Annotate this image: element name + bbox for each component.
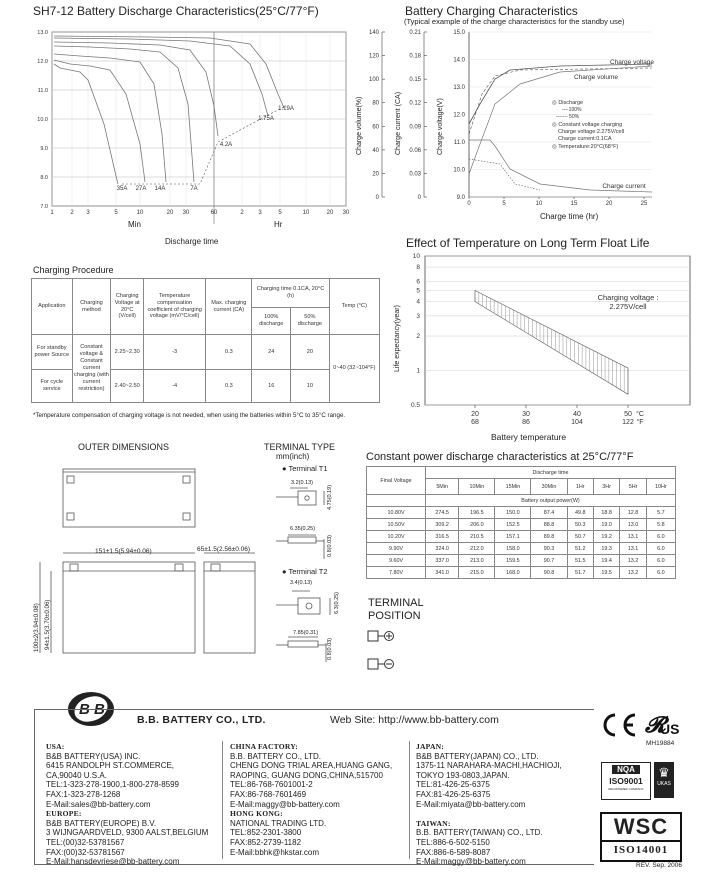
y-tick-label: 9.0 [40, 146, 48, 152]
current-tick: 0 [417, 195, 421, 201]
float-life-xlabel: Battery temperature [491, 432, 567, 442]
dim-height: 94±1.5(3.70±0.06) [44, 599, 51, 650]
current-tick: 0.18 [409, 53, 421, 60]
cp-cell: 19.2 [593, 531, 619, 543]
x-tick-f: 104 [571, 419, 583, 426]
nqa-sub-label: REGISTERED COMPANY [608, 787, 644, 791]
volume-tick: 140 [368, 30, 379, 36]
float-life-chart [400, 248, 700, 433]
cp-cell: 87.4 [531, 507, 567, 519]
y-tick: 0.5 [410, 402, 420, 409]
hdr-application: Application [32, 279, 73, 335]
discharge-chart [30, 24, 360, 249]
discharge-chart-title: SH7-12 Battery Discharge Characteristics(25°C/77°F) [33, 4, 319, 18]
nqa-label: NQA [612, 765, 640, 774]
x-tick-c: 30 [522, 411, 530, 418]
wsc-badge [600, 812, 682, 862]
website-link[interactable]: http://www.bb-battery.com [378, 714, 499, 726]
cp-cell: 210.5 [459, 531, 495, 543]
cp-cell: 213.0 [459, 555, 495, 567]
charging-procedure-title: Charging Procedure [33, 265, 114, 275]
table-row [367, 567, 676, 579]
volume-tick: 20 [372, 171, 379, 178]
cp-cell: 88.8 [531, 519, 567, 531]
hdr-method: Charging method [72, 279, 111, 335]
cp-cell: 89.8 [531, 531, 567, 543]
current-tick: 0.06 [409, 147, 421, 154]
t2-dim-d: 0.8(0.03) [327, 637, 333, 660]
cp-cell: 152.5 [495, 519, 531, 531]
float-annotation-2: 2.275V/cell [609, 302, 647, 311]
cp-output-label: Battery output power(W) [426, 495, 676, 507]
hdr-charging-time: Charging time 0.1CA, 20°C (h) [252, 279, 329, 308]
hdr-max-current: Max. charging current (CA) [206, 279, 252, 335]
dim-total-height: 100±2(3.94±0.08) [33, 603, 40, 652]
volume-tick: 60 [372, 124, 379, 131]
cp-cell: 5.8 [646, 519, 675, 531]
x-tick-label: 2 [70, 210, 74, 216]
website-line: Web Site: http://www.bb-battery.com [330, 714, 499, 726]
cp-col-header: 5Min [426, 479, 459, 495]
temp-cell: 0~40 (32~104°F) [329, 335, 379, 403]
cp-row-voltage: 9.90V [367, 543, 426, 555]
curve-label: 35A [116, 186, 128, 192]
table-row: For cycle service 2.40~2.50 -4 0.3 16 10 [32, 370, 380, 403]
cp-cell: 19.0 [593, 519, 619, 531]
t1-dim-d: 0.8(0.03) [327, 534, 333, 557]
svg-text:US: US [660, 721, 680, 737]
charging-ylabel-voltage: Charge voltage(V) [437, 98, 444, 155]
charging-ylabel-volume: Charge volume(%) [356, 96, 363, 155]
cp-col-header: 15Min [495, 479, 531, 495]
cp-cell: 13.2 [620, 567, 646, 579]
discharge-curve [54, 38, 268, 116]
terminal-position-icons [366, 626, 406, 676]
table-row [367, 531, 676, 543]
charging-procedure-table [31, 278, 380, 403]
revision-date: REV. Sep. 2006 [636, 862, 683, 869]
cp-cell: 5.7 [646, 507, 675, 519]
x-tick-f: 68 [471, 419, 479, 426]
outer-dimensions-title: OUTER DIMENSIONS [78, 442, 170, 452]
x-tick: 15 [570, 201, 578, 207]
cp-cell: 13.1 [620, 531, 646, 543]
cp-cell: 206.0 [459, 519, 495, 531]
cp-discharge-time: Discharge time [426, 467, 676, 479]
cp-cell: 49.8 [567, 507, 593, 519]
discharge-unit-min: Min [128, 220, 141, 229]
volume-tick: 40 [372, 147, 379, 154]
current-tick: 0.03 [409, 171, 421, 178]
volume-tick: 120 [368, 53, 379, 60]
office-china: CHINA FACTORY: B.B. BATTERY CO., LTD. CHENG DONG TRIAL AREA,HUANG GANG, RAOPING, GUANG DONG,CHINA,515700 TEL:86-768-7601001-2 FAX:86-768-7601469 E-Mail:maggy@bb-battery.com HONG KONG: NATIONAL TRADING LTD. TEL:852-2301-3800 FAX:852-2739-1182 E-Mail:bbhk@hkstar.com [230, 742, 393, 857]
hdr-voltage: Charging Voltage at 20°C (V/cell) [111, 279, 144, 335]
voltage-tick: 10.0 [453, 167, 465, 174]
x-tick-label: 60 [210, 210, 218, 216]
voltage-tick: 13.0 [453, 85, 465, 91]
table-row [367, 543, 676, 555]
label-cv: Charge voltage:2.275V/cell [558, 129, 625, 135]
cp-col-header: 10Hr [646, 479, 675, 495]
y-tick: 1 [416, 367, 420, 375]
cp-cell: 341.0 [426, 567, 459, 579]
label-50: ------- 50% [556, 114, 580, 120]
label-charge-voltage: Charge voltage [609, 59, 655, 66]
cp-cell: 13.2 [620, 555, 646, 567]
float-plot-frame [425, 256, 690, 405]
method-cell: Constant voltage & Constant current charging (with current restriction) [72, 335, 111, 403]
cp-row-voltage: 10.20V [367, 531, 426, 543]
label-charge-volume: Charge volume [573, 74, 619, 81]
x-tick-label: 5 [278, 210, 282, 216]
table-row [367, 519, 676, 531]
cp-cell: 150.0 [495, 507, 531, 519]
volume-tick: 100 [368, 77, 379, 84]
x-tick-label: 20 [326, 210, 334, 216]
y-tick-label: 13.0 [37, 30, 48, 36]
x-tick-c: 50 [624, 411, 632, 418]
x-tick-label: 3 [86, 210, 90, 216]
x-tick-label: 10 [302, 210, 310, 216]
y-tick: 10 [412, 253, 420, 260]
charging-xlabel: Charge time (hr) [540, 212, 599, 221]
t1-dim-c: 6.35(0.25) [290, 526, 316, 532]
current-tick: 0.12 [409, 100, 421, 107]
x-tick-label: 1 [50, 210, 54, 216]
cp-cell: 158.0 [495, 543, 531, 555]
cp-cell: 196.5 [459, 507, 495, 519]
outer-dimensions-drawing [30, 455, 270, 670]
charging-chart-subtitle: (Typical example of the charge characteristics for the standby use) [404, 17, 625, 26]
charging-chart-title: Battery Charging Characteristics [405, 4, 578, 18]
voltage-tick: 12.0 [453, 112, 465, 119]
cp-row-voltage: 9.60V [367, 555, 426, 567]
cp-cell: 6.0 [646, 567, 675, 579]
x-tick-label: 30 [182, 210, 190, 216]
cp-cell: 13.0 [620, 519, 646, 531]
office-usa: USA: B&B BATTERY(USA) INC. 6415 RANDOLPH ST.COMMERCE, CA,90040 U.S.A. TEL:1-323-278-1900,1-800-278-8599 FAX:1-323-278-1268 E-Mail:sales@bb-battery.com EUROPE: B&B BATTERY(EUROPE) B.V. 3 WIJNGAARDVELD, 9300 AALST,BELGIUM TEL:(00)32-53781567 FAX:(00)32-53781567 E-Mail:hansdevriese@bb-battery.com [46, 742, 209, 867]
office-japan: JAPAN: B&B BATTERY(JAPAN) CO., LTD. 1375-11 NARAHARA-MACHI,HACHIOJI, TOKYO 193-0803,JAPAN. TEL:81-426-25-6375 FAX:81-426-25-6375 E-Mail:miyata@bb-battery.com TAIWAN: B.B. BATTERY(TAIWAN) CO., LTD. TEL:886-6-502-5150 FAX:886-6-589-8087 E-Mail:maggy@bb-battery.com [416, 742, 562, 867]
cp-cell: 274.5 [426, 507, 459, 519]
dim-width: 65±1.5(2.56±0.06) [197, 546, 251, 553]
t1-dim-b: 4.75(0.19) [327, 484, 333, 510]
ul-code: MH19884 [646, 740, 675, 747]
cp-cell: 159.5 [495, 555, 531, 567]
cp-col-header: 5Hr [620, 479, 646, 495]
terminal-type-unit: mm(inch) [276, 452, 310, 461]
voltage-tick: 15.0 [453, 30, 465, 36]
terminal-position-plus-icon [368, 631, 378, 641]
hdr-temp-comp: Temperature compensation coefficient of charging voltage (mV/°C/cell) [144, 279, 206, 335]
float-life-title: Effect of Temperature on Long Term Float Life [406, 236, 650, 250]
x-tick-c: 40 [573, 411, 581, 418]
t2-dim-a: 3.4(0.13) [290, 580, 313, 586]
curve-label: 4.2A [219, 142, 233, 148]
x-tick: 20 [605, 201, 613, 207]
cp-cell: 19.4 [593, 555, 619, 567]
current-tick: 0.09 [409, 124, 421, 131]
curve-label: 27A [135, 186, 147, 192]
logo-letters: B B [79, 701, 105, 718]
curve-label: 1.75A [258, 116, 274, 122]
ukas-badge [654, 762, 674, 798]
volume-tick: 0 [375, 195, 379, 201]
charge-volume-curve [469, 66, 652, 174]
cp-cell: 50.7 [567, 531, 593, 543]
discharge-xlabel: Discharge time [165, 237, 219, 246]
x-tick: 10 [535, 201, 543, 207]
x-tick-f: 86 [522, 419, 530, 426]
x-tick-label: 10 [136, 210, 144, 216]
x-tick-label: 30 [342, 210, 350, 216]
charging-procedure-note: *Temperature compensation of charging voltage is not needed, when using the batteries within 5°C to 35°C range. [33, 412, 346, 419]
x-tick-label: 20 [166, 210, 174, 216]
cp-col-header: 10Min [459, 479, 495, 495]
cp-cell: 157.1 [495, 531, 531, 543]
cp-cell: 19.5 [593, 567, 619, 579]
company-name: B.B. BATTERY CO., LTD. [137, 714, 266, 726]
cp-cell: 19.3 [593, 543, 619, 555]
cp-cell: 51.7 [567, 567, 593, 579]
t1-dim-a: 3.2(0.13) [291, 480, 314, 486]
x-tick-label: 3 [258, 210, 262, 216]
y-tick-label: 10.0 [37, 117, 48, 123]
y-tick-label: 7.0 [40, 204, 48, 210]
x-tick: 5 [502, 201, 506, 207]
cp-cell: 51.5 [567, 555, 593, 567]
discharge-curve [54, 54, 166, 182]
discharge-curve [54, 64, 118, 184]
y-tick: 8 [416, 264, 420, 272]
cp-col-header: 1Hr [567, 479, 593, 495]
x-tick: 0 [467, 201, 471, 207]
charging-chart [360, 24, 705, 224]
cp-cell: 51.2 [567, 543, 593, 555]
terminal-drawings [268, 475, 363, 665]
iso9001-label: ISO9001 [609, 776, 643, 786]
cp-col-header: 3Hr [593, 479, 619, 495]
cp-cell: 13.1 [620, 543, 646, 555]
y-tick: 4 [416, 298, 420, 306]
constant-power-title: Constant power discharge characteristics at 25°C/77°F [366, 451, 634, 463]
cp-cell: 337.0 [426, 555, 459, 567]
hdr-temp: Temp (°C) [329, 279, 379, 335]
y-tick-label: 8.0 [40, 175, 48, 181]
label-discharge: ◎ Discharge [552, 100, 584, 106]
float-life-ylabel: Life expectancy(year) [394, 305, 401, 372]
x-tick-label: 2 [240, 210, 244, 216]
hdr-100: 100% discharge [252, 308, 291, 335]
ce-mark-icon [597, 712, 639, 738]
cp-cell: 212.0 [459, 543, 495, 555]
table-row: For standby power Source Constant voltage & Constant current charging (with current restriction) 2.25~2.30 -3 0.3 24 20 0~40 (32~104°F) [32, 335, 380, 370]
cp-final-voltage: Final Voltage [367, 467, 426, 495]
curve-label: 1.19A [278, 106, 294, 112]
table-row [367, 507, 676, 519]
label-cvc: ◎ Constant voltage charging [552, 122, 623, 128]
voltage-tick: 14.0 [453, 57, 465, 64]
x-tick: 25 [640, 201, 648, 207]
discharge-unit-hr: Hr [274, 220, 283, 229]
ukas-label: UKAS [657, 781, 671, 787]
office-divider-1 [222, 741, 223, 859]
table-row [367, 555, 676, 567]
volume-tick: 80 [372, 100, 379, 107]
cp-cell: 324.0 [426, 543, 459, 555]
charge-current-curve-50 [469, 159, 540, 190]
terminal-t1-label: ● Terminal T1 [282, 464, 328, 473]
x-tick-f: 122 [622, 419, 634, 426]
curve-label: 7A [190, 186, 198, 192]
unit-f: °F [636, 419, 644, 426]
x-tick-c: 20 [471, 411, 479, 418]
office-divider-2 [409, 741, 410, 859]
label-temp: ◎ Temperature:20°C(68°F) [552, 144, 619, 150]
cp-cell: 18.8 [593, 507, 619, 519]
terminal-position-title-2: POSITION [368, 610, 421, 622]
voltage-tick: 9.0 [456, 195, 465, 201]
y-tick-label: 12.0 [37, 59, 48, 65]
terminal-t2-label: ● Terminal T2 [282, 567, 328, 576]
hdr-50: 50% discharge [291, 308, 330, 335]
nqa-badge [601, 762, 651, 800]
svg-text:𝓡: 𝓡 [645, 712, 666, 737]
current-tick: 0.15 [409, 77, 421, 84]
cp-cell: 6.0 [646, 543, 675, 555]
float-annotation-1: Charging voltage : [597, 293, 659, 302]
cp-col-header: 30Min [531, 479, 567, 495]
cp-row-voltage: 10.50V [367, 519, 426, 531]
terminal-position-minus-icon [368, 659, 378, 669]
cp-cell: 6.0 [646, 555, 675, 567]
cp-cell: 50.3 [567, 519, 593, 531]
voltage-tick: 11.0 [453, 140, 465, 146]
y-tick: 2 [416, 333, 420, 341]
label-charge-current: Charge current [602, 183, 646, 190]
curve-label: 14A [154, 186, 166, 192]
label-100: ----100% [562, 107, 582, 113]
ul-mark-icon [644, 712, 680, 738]
t2-dim-b: 6.3(0.25) [334, 591, 340, 614]
cp-cell: 90.8 [531, 567, 567, 579]
label-cc: Charge current:0.1CA [558, 136, 612, 142]
cp-cell: 90.7 [531, 555, 567, 567]
current-tick: 0.21 [409, 30, 421, 36]
terminal-type-title: TERMINAL TYPE [264, 442, 336, 452]
charging-ylabel-current: Charge current (CA) [395, 91, 402, 155]
cp-cell: 309.2 [426, 519, 459, 531]
cp-cell: 316.5 [426, 531, 459, 543]
cp-row-voltage: 7.80V [367, 567, 426, 579]
y-tick: 3 [416, 312, 420, 320]
t2-dim-c: 7.85(0.31) [293, 630, 319, 636]
discharge-curve [54, 46, 194, 182]
cp-cell: 12.8 [620, 507, 646, 519]
dim-length: 151±1.5(5.94±0.06) [95, 548, 152, 555]
unit-c: °C [636, 411, 644, 418]
constant-power-table [366, 466, 676, 579]
cp-cell: 215.0 [459, 567, 495, 579]
cp-cell: 6.0 [646, 531, 675, 543]
y-tick-label: 11.0 [37, 88, 48, 94]
cp-cell: 168.0 [495, 567, 531, 579]
y-tick: 5 [416, 287, 420, 295]
cp-row-voltage: 10.80V [367, 507, 426, 519]
crown-icon: ♛ [658, 765, 670, 780]
terminal-position-title-1: TERMINAL [368, 597, 424, 609]
y-tick: 6 [416, 278, 420, 286]
iso14001-label: ISO14001 [602, 840, 680, 859]
cp-cell: 90.3 [531, 543, 567, 555]
discharge-curve [54, 60, 145, 182]
x-tick-label: 5 [114, 210, 118, 216]
wsc-label: WSC [613, 814, 669, 839]
